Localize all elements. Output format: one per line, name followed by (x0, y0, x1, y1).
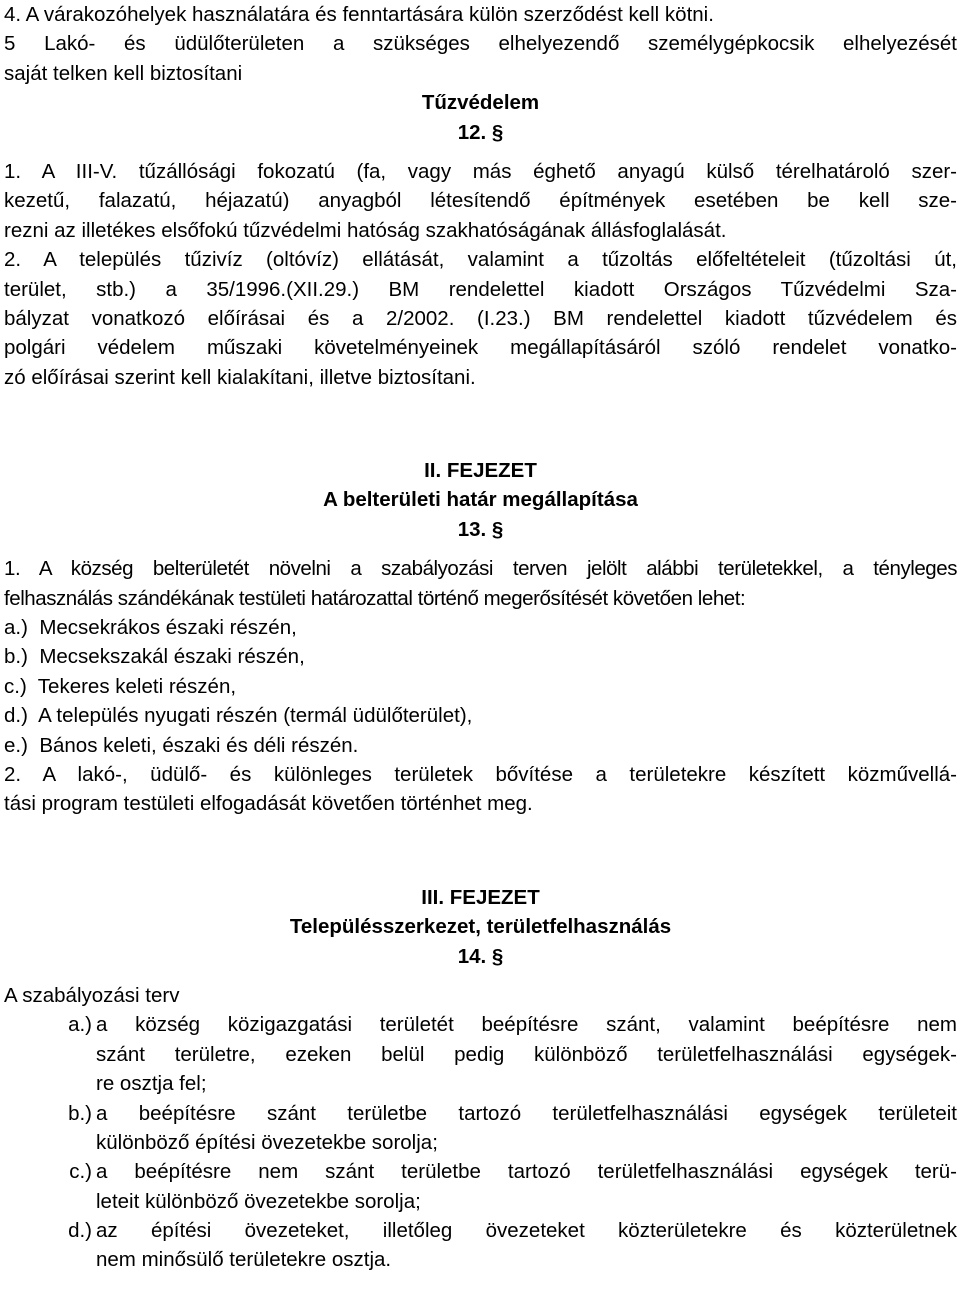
paragraph-line: polgári védelem műszaki követelményeinek megállapításáról szóló rendelet vonatko- (4, 336, 957, 360)
paragraph-line: saját telken kell biztosítani (4, 61, 243, 85)
list-item: a.) Mecsekrákos északi részén, (4, 616, 297, 640)
paragraph-line: zó előírásai szerint kell kialakítani, illetve biztosítani. (4, 365, 476, 389)
paragraph-line: felhasználás szándékának testületi határozattal történő megerősítését követően lehet: (4, 586, 746, 610)
list-item: d.) A település nyugati részén (termál üdülőterület), (4, 704, 473, 728)
section-tuzvedelem (4, 88, 957, 392)
chapter-title: A belterületi határ megállapítása (323, 488, 638, 512)
paragraph-line: 2. A település tűzivíz (oltóvíz) ellátását, valamint a tűzoltás előfeltételeit (tűzoltási út, (4, 248, 957, 272)
paragraph-line: 4. A várakozóhelyek használatára és fenntartására külön szerződést kell kötni. (4, 3, 714, 26)
list-item (4, 1010, 957, 1098)
paragraph-number: 12. § (457, 120, 504, 144)
list-item: c.) Tekeres keleti részén, (4, 674, 237, 698)
paragraph-number: 13. § (457, 517, 504, 541)
chapter-3 (4, 883, 957, 1275)
list-item-line: leteit különböző övezetekbe sorolja; (96, 1189, 421, 1213)
top-paragraphs (4, 0, 957, 88)
list-item-label: b.) (68, 1101, 92, 1125)
paragraph-line: terület, stb.) a 35/1996.(XII.29.) BM rendelettel kiadott Országos Tűzvédelmi Sza- (4, 277, 957, 301)
paragraph-number: 14. § (457, 944, 504, 968)
list-item-line: a beépítésre nem szánt területbe tartozó területfelhasználási egységek terü- (96, 1160, 957, 1184)
chapter-2 (4, 456, 957, 819)
paragraph-line: 2. A lakó-, üdülő- és különleges területek bővítése a területekre készített közművellá- (4, 762, 957, 786)
list-item-line: a község közigazgatási területét beépítésre szánt, valamint beépítésre nem (96, 1013, 957, 1037)
chapter-title: Településszerkezet, területfelhasználás (289, 915, 672, 939)
section-title: Tűzvédelem (421, 91, 540, 115)
paragraph-line: tási program testületi elfogadását követően történhet meg. (4, 792, 533, 816)
list-intro: A szabályozási terv (4, 983, 180, 1007)
paragraph-line: 5 Lakó- és üdülőterületen a szükséges elhelyezendő személygépkocsik elhelyezését (4, 32, 957, 56)
list-item: e.) Bános keleti, északi és déli részén. (4, 733, 359, 757)
paragraph-line: 1. A III-V. tűzállósági fokozatú (fa, vagy más éghető anyagú külső térelhatároló szer- (4, 159, 957, 183)
list-item-line: szánt területre, ezeken belül pedig különböző területfelhasználási egységek- (96, 1042, 957, 1066)
list-item (4, 1157, 957, 1216)
chapter-number: II. FEJEZET (424, 459, 537, 483)
document-page (4, 0, 957, 1275)
list-item-label: c.) (69, 1160, 92, 1184)
paragraph-line: rezni az illetékes elsőfokú tűzvédelmi hatóság szakhatóságának állásfoglalását. (4, 218, 727, 242)
list-item-label: d.) (68, 1219, 92, 1243)
list-item (4, 1099, 957, 1158)
list-item-line: a beépítésre szánt területbe tartozó területfelhasználási egységek területeit (96, 1101, 957, 1125)
list-item (4, 1216, 957, 1275)
list-item: b.) Mecsekszakál északi részén, (4, 645, 305, 669)
area-list (4, 613, 957, 760)
paragraph-line: 1. A község belterületét növelni a szabályozási terven jelölt alábbi területekkel, a tényleges (4, 557, 957, 581)
list-item-label: a.) (68, 1013, 92, 1037)
list-item-line: re osztja fel; (96, 1072, 207, 1096)
list-item-line: nem minősülő területekre osztja. (96, 1248, 392, 1272)
paragraph-line: bályzat vonatkozó előírásai és a 2/2002. (I.23.) BM rendelettel kiadott tűzvédelem és (4, 306, 957, 330)
list-item-line: az építési övezeteket, illetőleg övezeteket közterületekre és közterületnek (96, 1219, 957, 1243)
chapter-number: III. FEJEZET (421, 885, 540, 909)
list-item-line: különböző építési övezetekbe sorolja; (96, 1130, 438, 1154)
paragraph-line: kezetű, falazatú, héjazatú) anyagból létesítendő építmények esetében be kell sze- (4, 189, 957, 213)
